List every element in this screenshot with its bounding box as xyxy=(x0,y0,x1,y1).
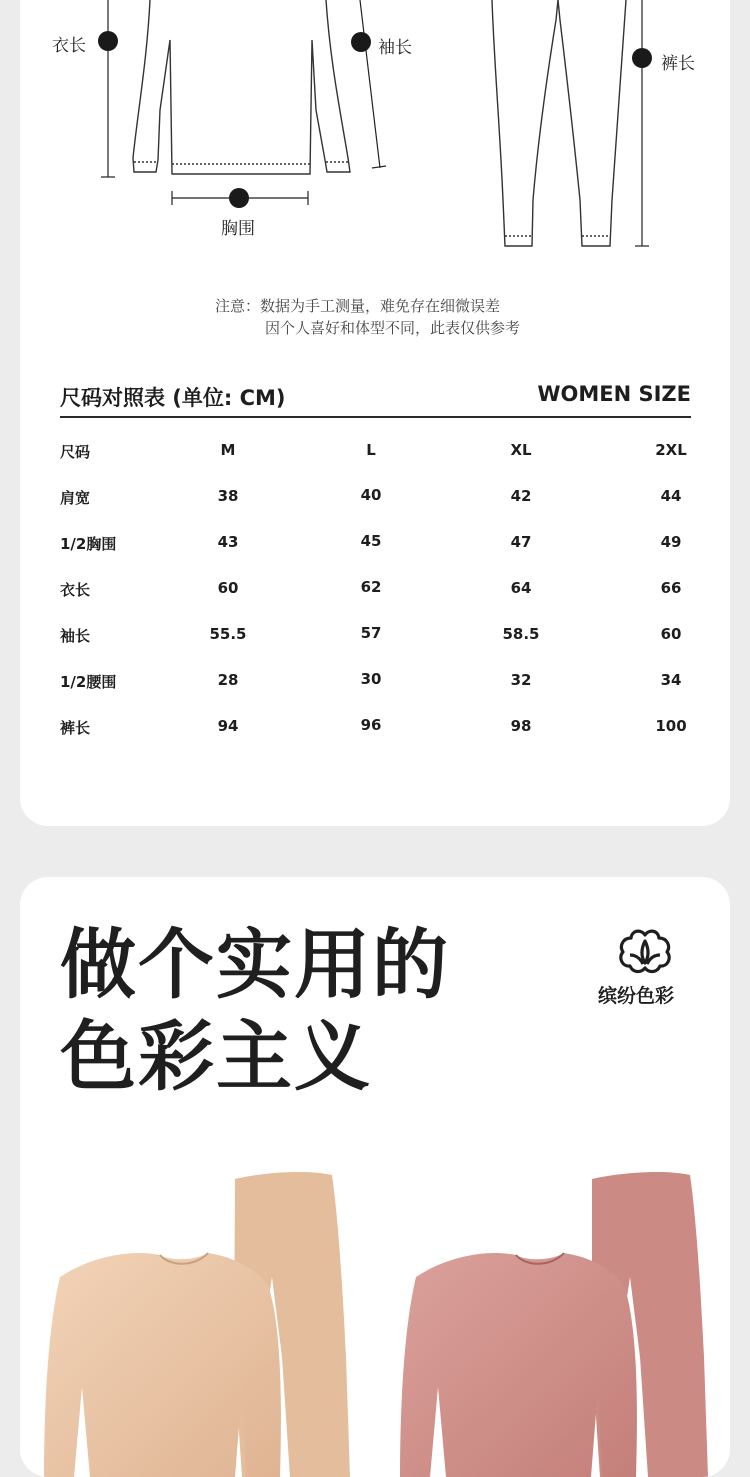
table-cell: 55.5 xyxy=(209,625,247,643)
headline-line2: 色彩主义 xyxy=(60,1012,372,1101)
size-table-title: 尺码对照表 (单位: CM) xyxy=(60,386,286,410)
table-cell: 28 xyxy=(217,671,239,689)
headline-line1: 做个实用的 xyxy=(60,920,450,1009)
table-cell: 44 xyxy=(660,487,682,505)
table-cell: 34 xyxy=(660,671,682,689)
table-cell: 98 xyxy=(510,717,532,735)
label-top-length: 衣长 xyxy=(52,36,86,56)
size-table-subtitle: WOMEN SIZE xyxy=(537,382,691,406)
beige-thermal-set-image xyxy=(44,1172,350,1477)
size-header-l: L xyxy=(366,441,376,459)
table-cell: 66 xyxy=(660,579,682,597)
label-pants-length: 裤长 xyxy=(661,54,695,74)
table-cell: 45 xyxy=(360,532,382,550)
size-header-label: 尺码 xyxy=(60,443,91,461)
table-cell: 58.5 xyxy=(502,625,540,643)
product-images xyxy=(20,1157,730,1477)
table-cell: 100 xyxy=(655,717,687,735)
table-cell: 96 xyxy=(360,716,382,734)
table-cell: 62 xyxy=(360,578,382,596)
row-label: 肩宽 xyxy=(60,489,91,507)
row-label: 1/2腰围 xyxy=(60,673,117,691)
label-sleeve-length: 袖长 xyxy=(378,38,412,58)
table-cell: 40 xyxy=(360,486,382,504)
size-table-rule xyxy=(60,416,691,418)
cotton-flower-icon xyxy=(616,927,674,979)
pink-thermal-set-image xyxy=(400,1172,708,1477)
table-cell: 32 xyxy=(510,671,532,689)
table-cell: 43 xyxy=(217,533,239,551)
table-cell: 30 xyxy=(360,670,382,688)
table-cell: 49 xyxy=(660,533,682,551)
measurement-note-line2: 因个人喜好和体型不同，此表仅供参考 xyxy=(265,319,521,337)
size-header-2xl: 2XL xyxy=(655,441,687,459)
color-section-card xyxy=(20,877,730,1477)
row-label: 裤长 xyxy=(60,719,91,737)
table-cell: 64 xyxy=(510,579,532,597)
row-label: 1/2胸围 xyxy=(60,535,117,553)
measurement-note-line1: 注意：数据为手工测量，难免存在细微误差 xyxy=(215,297,501,315)
garment-measurement-diagram xyxy=(0,0,750,260)
table-cell: 60 xyxy=(660,625,682,643)
table-cell: 94 xyxy=(217,717,239,735)
row-label: 衣长 xyxy=(60,581,91,599)
table-cell: 57 xyxy=(360,624,382,642)
table-cell: 38 xyxy=(217,487,239,505)
measure-lines xyxy=(101,0,649,246)
table-cell: 42 xyxy=(510,487,532,505)
table-cell: 47 xyxy=(510,533,532,551)
label-chest: 胸围 xyxy=(221,219,255,239)
size-header-m: M xyxy=(220,441,236,459)
badge-label: 缤纷色彩 xyxy=(598,985,675,1007)
measure-dots xyxy=(98,31,652,208)
pants-outline xyxy=(492,0,626,246)
size-header-xl: XL xyxy=(510,441,532,459)
top-outline xyxy=(133,0,350,174)
row-label: 袖长 xyxy=(60,627,91,645)
table-cell: 60 xyxy=(217,579,239,597)
